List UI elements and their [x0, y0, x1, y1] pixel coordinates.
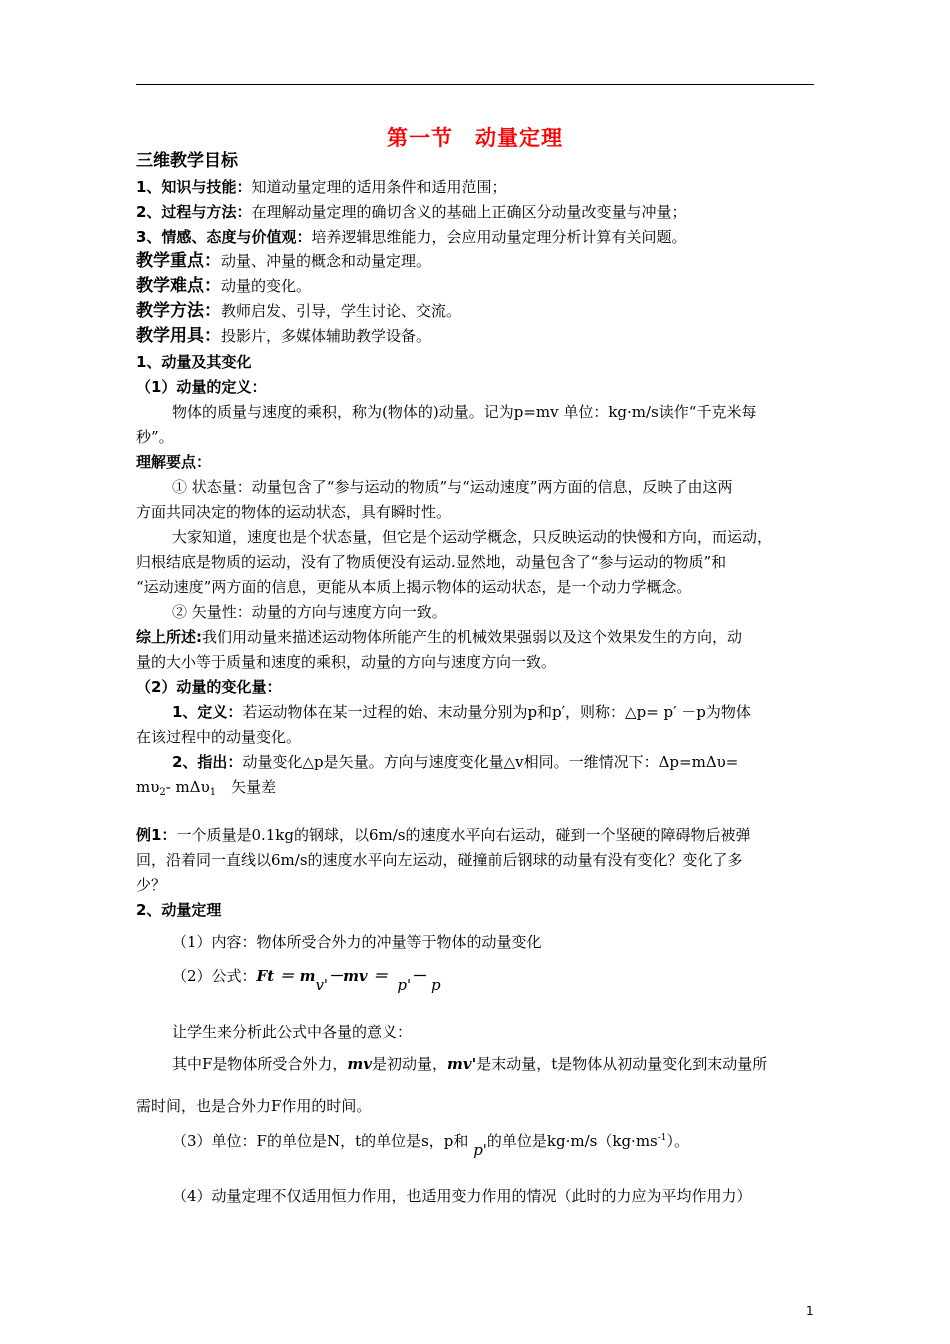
goal-emotion: 3、情感、态度与价值观：培养逻辑思维能力，会应用动量定理分析计算有关问题。 — [136, 228, 687, 246]
point-line2: $m\upsilon_2-$ mΔυ$_1$ 矢量差 — [136, 778, 277, 798]
point2-line1: 大家知道，速度也是个状态量，但它是个运动学概念，只反映运动的快慢和方向，而运动， — [172, 528, 773, 546]
point1-line1: ① 状态量：动量包含了“参与运动的物质”与“运动速度”两方面的信息，反映了由这两 — [172, 478, 733, 496]
change-def-line2: 在该过程中的动量变化。 — [136, 728, 302, 746]
goal-process: 2、过程与方法：在理解动量定理的确切含义的基础上正确区分动量改变量与冲量； — [136, 203, 687, 221]
example1-line1: 例1：一个质量是0.1kg的钢球，以6m/s的速度水平向右运动，碰到一个坚硬的障碍物后被弹 — [136, 826, 751, 844]
point1-line2: 方面共同决定的物体的运动状态，具有瞬时性。 — [136, 503, 452, 521]
point2-line3: “运动速度”两方面的信息，更能从本质上揭示物体的运动状态，是一个动力学概念。 — [136, 578, 692, 596]
summary-line2: 量的大小等于质量和速度的乘积，动量的方向与速度方向一致。 — [136, 653, 557, 671]
change-heading: （2）动量的变化量： — [136, 678, 282, 696]
point3-line: ② 矢量性：动量的方向与速度方向一致。 — [172, 603, 447, 621]
units-line: （3）单位：F的单位是N，t的单位是s，p和 p'的单位是$kg\cdot m/s(kg\cdot ms^{-1})$。 — [172, 1132, 690, 1159]
summary-line1: 综上所述:我们用动量来描述运动物体所能产生的机械效果强弱以及这个效果发生的方向，动 — [136, 628, 743, 646]
example1-line2: 回，沿着同一直线以6m/s的速度水平向左运动，碰撞前后钢球的动量有没有变化？变化了多 — [136, 851, 743, 869]
formula-meaning-line1: 其中F是物体所受合外力，mv是初动量，mv'是末动量，t是物体从初动量变化到末动量所 — [172, 1055, 768, 1073]
goals-heading: 三维教学目标 — [136, 151, 238, 171]
goal-knowledge: 1、知识与技能：知道动量定理的适用条件和适用范围； — [136, 178, 507, 196]
point2-line2: 归根结底是物质的运动，没有了物质便没有运动.显然地，动量包含了“参与运动的物质”和 — [136, 553, 727, 571]
page-title: 第一节 动量定理 — [387, 126, 563, 150]
example1-line3: 少？ — [136, 876, 167, 894]
header-rule — [136, 84, 814, 85]
section1-heading: 1、动量及其变化 — [136, 353, 252, 371]
momentum-def-line1: 物体的质量与速度的乘积，称为(物体的)动量。记为p=mv 单位：kg·m/s读作“千克米每 — [172, 403, 757, 421]
momentum-def-heading: （1）动量的定义： — [136, 378, 267, 396]
momentum-def-line2: 秒”。 — [136, 428, 174, 446]
page-number: 1 — [806, 1304, 814, 1318]
formula-meaning-line2: 需时间，也是合外力F作用的时间。 — [136, 1097, 372, 1115]
teaching-tools: 教学用具：投影片，多媒体辅助教学设备。 — [136, 326, 432, 346]
theorem-content: （1）内容：物体所受合外力的冲量等于物体的动量变化 — [172, 933, 542, 951]
key-points-label: 理解要点： — [136, 453, 212, 471]
teaching-method: 教学方法：教师启发、引导，学生讨论、交流。 — [136, 301, 462, 321]
analyze-prompt: 让学生来分析此公式中各量的意义： — [172, 1023, 413, 1041]
teaching-difficulty: 教学难点：动量的变化。 — [136, 276, 312, 296]
change-def-line1: 1、定义：若运动物体在某一过程的始、末动量分别为p和p′，则称：△p= p′ －p为物体 — [172, 703, 751, 721]
theorem-formula: （2）公式：Ft ＝ mv'－mv ＝ p'－ p — [172, 967, 441, 994]
point-line1: 2、指出：动量变化△p是矢量。方向与速度变化量△v相同。一维情况下：Δp=mΔυ= — [172, 753, 739, 771]
section2-heading: 2、动量定理 — [136, 901, 222, 919]
scope-line: （4）动量定理不仅适用恒力作用，也适用变力作用的情况（此时的力应为平均作用力） — [172, 1187, 752, 1205]
teaching-key: 教学重点：动量、冲量的概念和动量定理。 — [136, 251, 432, 271]
